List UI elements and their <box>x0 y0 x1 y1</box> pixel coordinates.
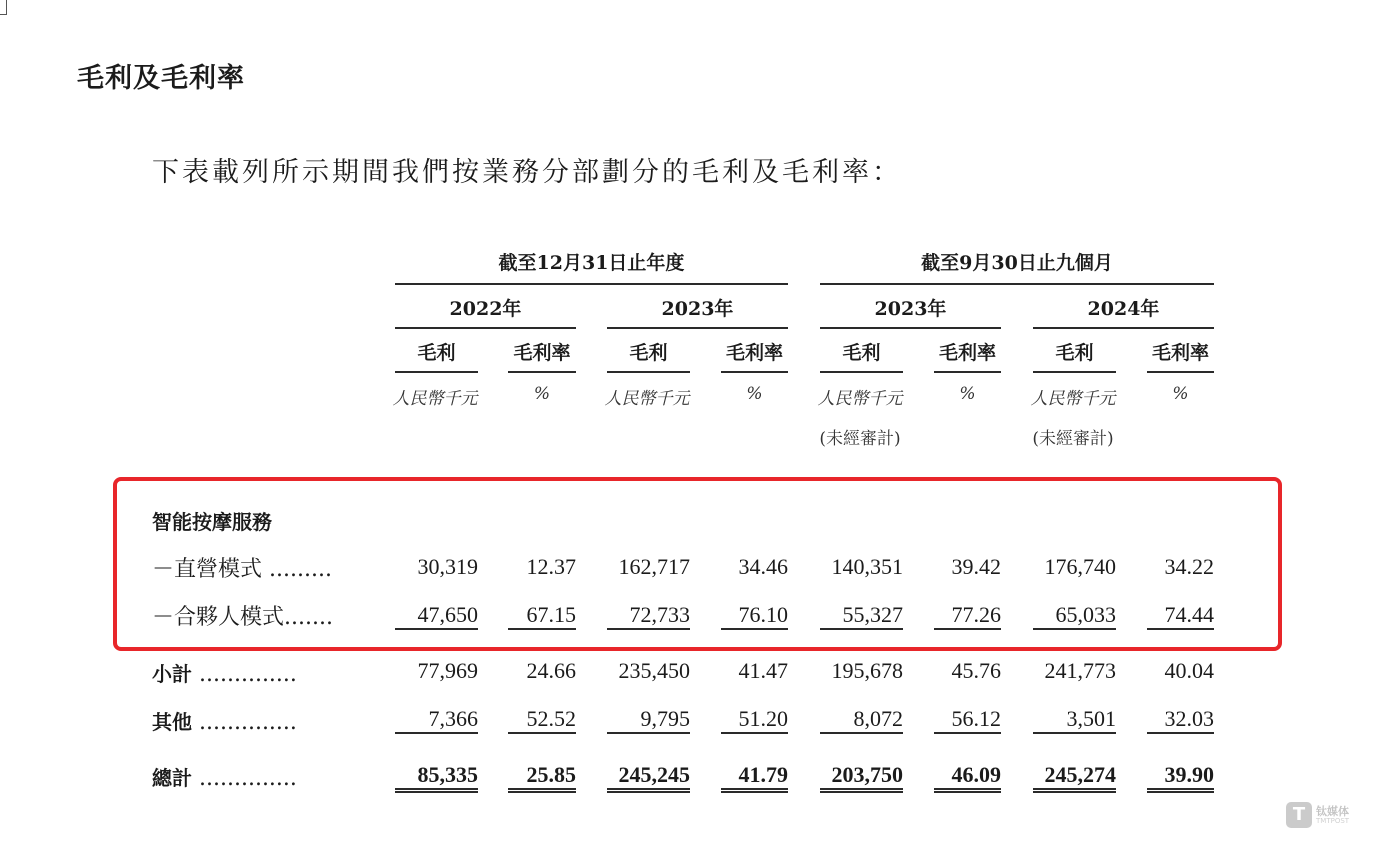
cell-margin-2023: 41.79 <box>721 762 788 793</box>
cell-gross-profit-2022: 85,335 <box>395 762 478 793</box>
cell-gross-profit-9m-2024: 241,773 <box>1044 658 1116 683</box>
cell-gross-profit-2023: 162,717 <box>618 554 690 579</box>
intro-paragraph: 下表載列所示期間我們按業務分部劃分的毛利及毛利率： <box>152 157 902 188</box>
unit-percent: % <box>746 384 763 404</box>
row-label-direct: －直營模式 ......... <box>152 557 332 582</box>
cell-margin-2023: 41.47 <box>738 658 788 683</box>
header-gross-margin: 毛利率 <box>934 338 1001 373</box>
cell-margin-2022: 25.85 <box>508 762 576 793</box>
header-year-2023: 2023年 <box>607 294 788 329</box>
cell-gross-profit-2023: 245,245 <box>607 762 690 793</box>
segment-label: 智能按摩服務 <box>152 510 272 534</box>
cell-margin-9m-2023: 45.76 <box>951 658 1001 683</box>
cell-gross-profit-9m-2023: 140,351 <box>831 554 903 579</box>
header-gross-profit: 毛利 <box>607 338 690 373</box>
header-gross-profit: 毛利 <box>1033 338 1116 373</box>
section-title: 毛利及毛利率 <box>77 63 245 94</box>
cell-margin-9m-2024: 40.04 <box>1164 658 1214 683</box>
unit-rmb-thousands: 人民幣千元 <box>604 389 690 409</box>
unit-rmb-thousands: 人民幣千元 <box>817 389 903 409</box>
cell-gross-profit-2023: 235,450 <box>618 658 690 683</box>
cell-margin-2023: 76.10 <box>721 602 788 630</box>
unit-percent: % <box>533 384 551 404</box>
cell-gross-profit-2022: 30,319 <box>417 554 478 579</box>
cell-gross-profit-9m-2023: 203,750 <box>820 762 903 793</box>
header-gross-margin: 毛利率 <box>1147 338 1214 373</box>
cell-margin-2023: 34.46 <box>738 554 788 579</box>
watermark-logo-icon: T <box>1286 802 1312 828</box>
row-label-subtotal: 小計 .............. <box>152 662 297 687</box>
header-nine-month-period: 截至9月30日止九個月 <box>820 248 1214 285</box>
header-year-2024-nine-months: 2024年 <box>1033 294 1214 329</box>
cell-gross-profit-2022: 77,969 <box>417 658 478 683</box>
cell-margin-9m-2024: 34.22 <box>1164 554 1214 579</box>
watermark-sub: TMTPOST <box>1316 817 1350 825</box>
unit-rmb-thousands: 人民幣千元 <box>1030 389 1116 409</box>
row-label-partner: －合夥人模式....... <box>152 605 333 630</box>
header-gross-margin: 毛利率 <box>721 338 788 373</box>
cell-margin-9m-2023: 46.09 <box>934 762 1001 793</box>
cell-margin-9m-2024: 39.90 <box>1147 762 1214 793</box>
cell-gross-profit-2022: 7,366 <box>395 706 478 734</box>
cell-margin-9m-2023: 56.12 <box>934 706 1001 734</box>
cell-margin-2022: 67.15 <box>508 602 576 630</box>
cell-gross-profit-9m-2024: 65,033 <box>1033 602 1116 630</box>
tmtpost-watermark <box>1286 802 1366 832</box>
page-corner-mark <box>0 0 7 15</box>
cell-margin-2022: 52.52 <box>508 706 576 734</box>
cell-gross-profit-2022: 47,650 <box>395 602 478 630</box>
cell-gross-profit-2023: 9,795 <box>607 706 690 734</box>
unit-percent: % <box>959 384 976 404</box>
unaudited-note: (未經審計) <box>1032 429 1114 449</box>
cell-margin-2023: 51.20 <box>721 706 788 734</box>
row-label-total: 總計 .............. <box>152 766 297 791</box>
cell-margin-9m-2024: 74.44 <box>1147 602 1214 630</box>
cell-gross-profit-9m-2023: 8,072 <box>820 706 903 734</box>
cell-margin-9m-2023: 39.42 <box>951 554 1001 579</box>
cell-margin-2022: 24.66 <box>526 658 576 683</box>
cell-margin-9m-2024: 32.03 <box>1147 706 1214 734</box>
header-gross-profit: 毛利 <box>395 338 478 373</box>
cell-gross-profit-9m-2024: 3,501 <box>1033 706 1116 734</box>
header-year-2022: 2022年 <box>395 294 576 329</box>
cell-gross-profit-9m-2024: 176,740 <box>1044 554 1116 579</box>
header-gross-margin: 毛利率 <box>508 338 576 373</box>
cell-gross-profit-9m-2023: 55,327 <box>820 602 903 630</box>
unit-percent: % <box>1172 384 1189 404</box>
row-label-other: 其他 .............. <box>152 710 297 735</box>
watermark-name: 钛媒体 <box>1316 805 1349 818</box>
cell-gross-profit-2023: 72,733 <box>607 602 690 630</box>
header-year-2023-nine-months: 2023年 <box>820 294 1001 329</box>
cell-gross-profit-9m-2023: 195,678 <box>831 658 903 683</box>
unit-rmb-thousands: 人民幣千元 <box>392 389 478 409</box>
cell-margin-9m-2023: 77.26 <box>934 602 1001 630</box>
header-gross-profit: 毛利 <box>820 338 903 373</box>
unaudited-note: (未經審計) <box>819 429 901 449</box>
cell-margin-2022: 12.37 <box>526 554 576 579</box>
cell-gross-profit-9m-2024: 245,274 <box>1033 762 1116 793</box>
highlight-box <box>113 477 1282 651</box>
header-annual-period: 截至12月31日止年度 <box>395 248 788 285</box>
